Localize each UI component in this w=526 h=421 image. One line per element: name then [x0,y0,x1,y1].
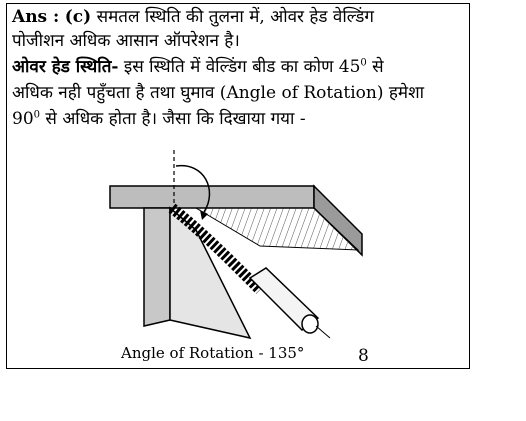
page-number: 8 [358,346,369,366]
overhead-angle-value: 90 [12,109,34,129]
answer-label: Ans : [12,7,60,27]
vertical-plate-front [144,208,170,326]
overhead-text-1-end: से [366,57,384,77]
overhead-welding-illustration [100,150,370,345]
overhead-text-2: अधिक नही पहुँचता है तथा घुमाव (Angle of Rotation) हमेशा [12,83,425,103]
overhead-line-2 [12,82,424,104]
electrode-tip [302,315,318,333]
overhead-text-3: से अधिक होता है। जैसा कि दिखाया गया - [40,109,306,129]
answer-text-1: समतल स्थिति की तुलना में, ओवर हेड वेल्डिंग [96,7,374,27]
top-plate-front [110,186,314,208]
electrode-axis-line [316,326,330,338]
degree-mark-2: 0 [33,109,41,121]
overhead-line-3 [12,108,306,130]
figure-caption: Angle of Rotation - 135° [121,344,305,362]
answer-option: (c) [64,7,92,27]
answer-text-2: पोजीशन अधिक आसान ऑपरेशन है। [12,31,240,51]
overhead-text-1: इस स्थिति में वेल्डिंग बीड का कोण 45 [123,57,361,77]
answer-line-1 [12,6,374,28]
answer-line-2 [12,30,240,52]
overhead-heading: ओवर हेड स्थिति- [12,57,119,77]
degree-mark-1: 0 [360,57,367,69]
overhead-line-1 [12,56,384,78]
